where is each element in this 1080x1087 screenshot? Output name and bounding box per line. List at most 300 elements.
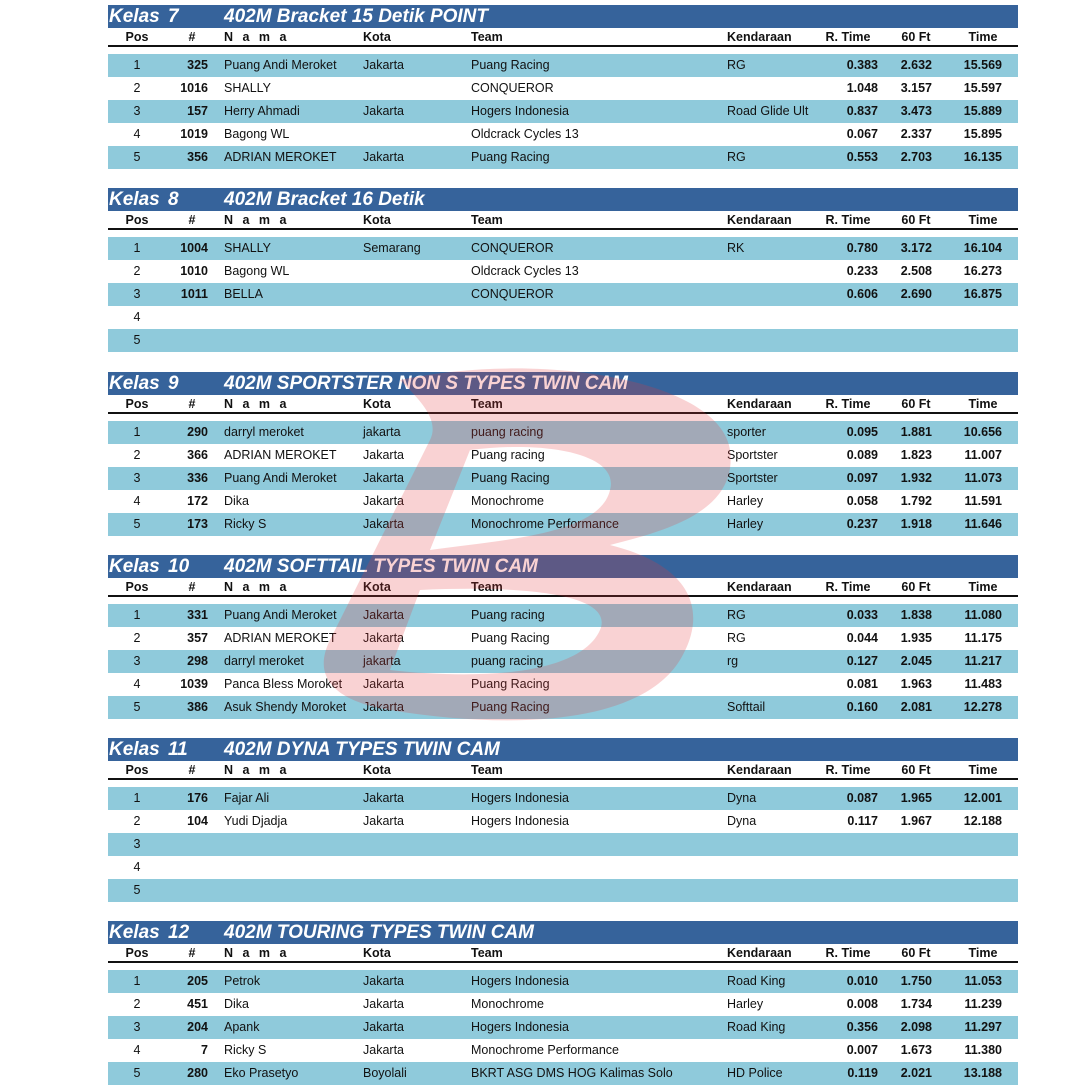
- col-pos-header: Pos: [125, 763, 149, 777]
- col-pos-cell: 2: [133, 814, 141, 828]
- col-num-cell: 1004: [180, 241, 208, 255]
- col-team-cell: CONQUEROR: [471, 81, 554, 95]
- col-rtime-cell: 0.356: [846, 1020, 878, 1034]
- col-num-cell: 204: [187, 1020, 208, 1034]
- col-team-cell: Hogers Indonesia: [471, 1020, 569, 1034]
- col-team-header: Team: [471, 946, 503, 960]
- col-num-cell: 1011: [180, 287, 208, 301]
- col-60ft-cell: 1.734: [900, 997, 932, 1011]
- col-kota-cell: Jakarta: [363, 974, 404, 988]
- col-kendaraan-header: Kendaraan: [727, 213, 792, 227]
- table-row: [108, 1062, 1018, 1085]
- col-nama-cell: Petrok: [224, 974, 261, 988]
- col-nama-cell: Yudi Djadja: [224, 814, 288, 828]
- col-60ft-cell: 2.098: [900, 1020, 932, 1034]
- col-rtime-cell: 0.095: [846, 425, 878, 439]
- col-kendaraan-cell: Road King: [727, 974, 786, 988]
- col-num-cell: 451: [187, 997, 208, 1011]
- col-60ft-cell: 1.673: [900, 1043, 932, 1057]
- col-num-cell: 172: [187, 494, 208, 508]
- col-time-header: Time: [968, 213, 998, 227]
- col-nama-cell: darryl meroket: [224, 425, 304, 439]
- col-time-cell: 11.053: [964, 974, 1002, 988]
- col-num-cell: 1016: [180, 81, 208, 95]
- col-rtime-cell: 0.606: [846, 287, 878, 301]
- table-row: [108, 237, 1018, 260]
- col-num-cell: 205: [187, 974, 208, 988]
- col-rtime-cell: 0.127: [846, 654, 878, 668]
- col-time-header: Time: [968, 397, 998, 411]
- col-time-cell: 15.895: [963, 127, 1002, 141]
- col-kendaraan-cell: Harley: [727, 494, 764, 508]
- col-kota-cell: Jakarta: [363, 471, 404, 485]
- col-nama-cell: ADRIAN MEROKET: [224, 448, 337, 462]
- col-60ft-cell: 2.045: [900, 654, 932, 668]
- section-title-bar: [108, 5, 1018, 28]
- col-team-cell: CONQUEROR: [471, 287, 554, 301]
- class-title: 402M DYNA TYPES TWIN CAM: [224, 739, 500, 760]
- col-60ft-cell: 1.967: [900, 814, 932, 828]
- col-num-cell: 176: [187, 791, 208, 805]
- col-num-cell: 7: [201, 1043, 208, 1057]
- col-team-cell: Hogers Indonesia: [471, 791, 569, 805]
- col-time-cell: 11.239: [964, 997, 1002, 1011]
- col-pos-cell: 1: [133, 425, 141, 439]
- col-kendaraan-header: Kendaraan: [727, 30, 792, 44]
- col-team-header: Team: [471, 213, 503, 227]
- col-team-cell: Monochrome Performance: [471, 517, 619, 531]
- col-60ft-cell: 2.081: [900, 700, 932, 714]
- col-time-header: Time: [968, 763, 998, 777]
- col-time-cell: 11.217: [964, 654, 1002, 668]
- col-rtime-cell: 0.087: [846, 791, 878, 805]
- col-kendaraan-cell: RG: [727, 150, 746, 164]
- col-team-cell: BKRT ASG DMS HOG Kalimas Solo: [471, 1066, 673, 1080]
- table-row: [108, 673, 1018, 696]
- col-60ft-cell: 2.632: [900, 58, 932, 72]
- result-rows: [108, 54, 1018, 169]
- col-kendaraan-cell: sporter: [727, 425, 766, 439]
- col-pos-cell: 3: [133, 837, 141, 851]
- col-kota-cell: Jakarta: [363, 517, 404, 531]
- col-rtime-cell: 0.117: [847, 814, 878, 828]
- col-team-cell: Oldcrack Cycles 13: [471, 127, 579, 141]
- col-pos-cell: 2: [133, 448, 141, 462]
- col-team-cell: Puang Racing: [471, 150, 550, 164]
- col-nama-cell: darryl meroket: [224, 654, 304, 668]
- col-60ft-header: 60 Ft: [901, 30, 931, 44]
- col-num-header: #: [188, 763, 196, 777]
- kelas-label: Kelas: [109, 373, 160, 394]
- col-num-cell: 298: [187, 654, 208, 668]
- col-60ft-cell: 1.823: [900, 448, 932, 462]
- col-num-header: #: [188, 30, 196, 44]
- col-kendaraan-header: Kendaraan: [727, 397, 792, 411]
- table-row: [108, 283, 1018, 306]
- kelas-number: 12: [168, 922, 190, 943]
- col-nama-cell: Ricky S: [224, 1043, 267, 1057]
- col-team-cell: Puang racing: [471, 608, 545, 622]
- result-rows: [108, 237, 1018, 352]
- col-time-cell: 11.380: [964, 1043, 1002, 1057]
- col-kendaraan-header: Kendaraan: [727, 580, 792, 594]
- col-pos-cell: 3: [133, 104, 141, 118]
- col-60ft-header: 60 Ft: [901, 580, 931, 594]
- col-time-cell: 11.175: [964, 631, 1002, 645]
- col-pos-cell: 2: [133, 631, 141, 645]
- section-title-bar: [108, 555, 1018, 578]
- col-60ft-cell: 1.963: [900, 677, 932, 691]
- col-kota-cell: Jakarta: [363, 104, 404, 118]
- table-row: [108, 1039, 1018, 1062]
- col-pos-cell: 4: [133, 677, 141, 691]
- col-rtime-header: R. Time: [825, 213, 871, 227]
- kelas-label: Kelas: [109, 6, 160, 27]
- col-60ft-cell: 1.932: [900, 471, 932, 485]
- col-pos-cell: 5: [133, 883, 141, 897]
- col-nama-cell: Dika: [224, 494, 250, 508]
- col-pos-cell: 3: [133, 1020, 141, 1034]
- col-pos-cell: 1: [133, 608, 141, 622]
- table-row: [108, 604, 1018, 627]
- col-60ft-cell: 2.021: [900, 1066, 932, 1080]
- col-nama-cell: Eko Prasetyo: [224, 1066, 299, 1080]
- col-rtime-cell: 0.780: [846, 241, 878, 255]
- col-nama-cell: Bagong WL: [224, 127, 290, 141]
- col-rtime-cell: 0.067: [846, 127, 878, 141]
- column-header-row: [108, 761, 1018, 780]
- table-row: [108, 306, 1018, 329]
- col-pos-cell: 3: [133, 287, 141, 301]
- col-time-cell: 11.007: [964, 448, 1002, 462]
- col-kota-cell: Jakarta: [363, 997, 404, 1011]
- column-header-row: [108, 395, 1018, 414]
- kelas-section: [108, 188, 1018, 352]
- table-row: [108, 1016, 1018, 1039]
- col-60ft-cell: 1.965: [900, 791, 932, 805]
- table-row: [108, 810, 1018, 833]
- col-rtime-cell: 0.010: [846, 974, 878, 988]
- col-kendaraan-cell: Dyna: [727, 791, 757, 805]
- col-nama-header: N a m a: [224, 30, 290, 44]
- column-header-row: [108, 28, 1018, 47]
- table-row: [108, 329, 1018, 352]
- col-kendaraan-header: Kendaraan: [727, 946, 792, 960]
- col-rtime-cell: 0.007: [846, 1043, 878, 1057]
- col-time-cell: 16.273: [963, 264, 1002, 278]
- col-60ft-cell: 1.792: [900, 494, 932, 508]
- col-nama-cell: ADRIAN MEROKET: [224, 631, 337, 645]
- col-num-header: #: [188, 213, 196, 227]
- col-kendaraan-cell: Harley: [727, 997, 764, 1011]
- col-num-cell: 357: [187, 631, 208, 645]
- col-time-cell: 16.135: [963, 150, 1002, 164]
- col-num-cell: 1019: [180, 127, 208, 141]
- col-60ft-header: 60 Ft: [901, 763, 931, 777]
- kelas-number: 11: [168, 739, 188, 760]
- col-time-cell: 11.297: [964, 1020, 1002, 1034]
- col-kota-cell: Jakarta: [363, 448, 404, 462]
- col-kendaraan-cell: Sportster: [727, 471, 778, 485]
- col-rtime-cell: 0.837: [846, 104, 878, 118]
- col-rtime-cell: 0.008: [846, 997, 878, 1011]
- section-title-bar: [108, 188, 1018, 211]
- section-title-bar: [108, 921, 1018, 944]
- col-num-header: #: [188, 946, 196, 960]
- col-rtime-cell: 0.237: [846, 517, 878, 531]
- kelas-section: [108, 5, 1018, 169]
- col-time-cell: 11.646: [964, 517, 1002, 531]
- col-kota-cell: Jakarta: [363, 150, 404, 164]
- col-kendaraan-cell: RG: [727, 58, 746, 72]
- col-kota-cell: Jakarta: [363, 700, 404, 714]
- col-kendaraan-cell: HD Police: [727, 1066, 783, 1080]
- col-rtime-cell: 0.089: [846, 448, 878, 462]
- col-pos-cell: 5: [133, 333, 141, 347]
- col-pos-cell: 4: [133, 860, 141, 874]
- col-kota-cell: Jakarta: [363, 608, 404, 622]
- col-nama-header: N a m a: [224, 763, 290, 777]
- col-kendaraan-cell: Softtail: [727, 700, 766, 714]
- col-nama-cell: SHALLY: [224, 81, 272, 95]
- result-rows: [108, 787, 1018, 902]
- col-team-cell: Puang racing: [471, 448, 545, 462]
- kelas-number: 9: [168, 373, 179, 394]
- col-60ft-header: 60 Ft: [901, 946, 931, 960]
- col-team-cell: Puang Racing: [471, 471, 550, 485]
- col-rtime-header: R. Time: [825, 397, 871, 411]
- col-time-cell: 11.591: [964, 494, 1002, 508]
- col-pos-header: Pos: [125, 397, 149, 411]
- col-kendaraan-cell: Road Glide Ult: [727, 104, 809, 118]
- table-row: [108, 100, 1018, 123]
- col-time-cell: 15.889: [963, 104, 1002, 118]
- col-num-cell: 1039: [180, 677, 208, 691]
- col-rtime-cell: 0.553: [846, 150, 878, 164]
- col-60ft-cell: 2.690: [900, 287, 932, 301]
- col-60ft-cell: 1.838: [900, 608, 932, 622]
- col-rtime-cell: 0.383: [846, 58, 878, 72]
- col-60ft-cell: 1.881: [900, 425, 932, 439]
- col-nama-cell: SHALLY: [224, 241, 272, 255]
- col-pos-cell: 4: [133, 310, 141, 324]
- class-title: 402M TOURING TYPES TWIN CAM: [224, 922, 535, 943]
- section-title-bar: [108, 372, 1018, 395]
- table-row: [108, 833, 1018, 856]
- col-kota-header: Kota: [363, 30, 391, 44]
- kelas-label: Kelas: [109, 739, 160, 760]
- col-pos-cell: 1: [133, 974, 141, 988]
- table-row: [108, 444, 1018, 467]
- col-pos-cell: 2: [133, 264, 141, 278]
- col-60ft-cell: 1.918: [900, 517, 932, 531]
- kelas-label: Kelas: [109, 189, 160, 210]
- col-time-cell: 16.875: [963, 287, 1002, 301]
- col-rtime-cell: 0.033: [846, 608, 878, 622]
- table-row: [108, 77, 1018, 100]
- col-nama-header: N a m a: [224, 580, 290, 594]
- col-rtime-header: R. Time: [825, 763, 871, 777]
- kelas-label: Kelas: [109, 556, 160, 577]
- col-num-cell: 157: [187, 104, 208, 118]
- table-row: [108, 970, 1018, 993]
- col-60ft-cell: 1.935: [900, 631, 932, 645]
- table-row: [108, 513, 1018, 536]
- col-team-header: Team: [471, 397, 503, 411]
- col-kota-header: Kota: [363, 580, 391, 594]
- col-kendaraan-cell: rg: [727, 654, 739, 668]
- col-rtime-cell: 0.081: [846, 677, 878, 691]
- col-nama-header: N a m a: [224, 946, 290, 960]
- col-nama-cell: Bagong WL: [224, 264, 290, 278]
- col-nama-cell: Herry Ahmadi: [224, 104, 300, 118]
- col-60ft-cell: 3.157: [900, 81, 932, 95]
- kelas-number: 10: [168, 556, 190, 577]
- col-kendaraan-cell: RG: [727, 631, 746, 645]
- col-kendaraan-cell: Road King: [727, 1020, 786, 1034]
- class-title: 402M Bracket 15 Detik POINT: [224, 6, 489, 27]
- col-num-cell: 366: [187, 448, 208, 462]
- col-team-cell: Hogers Indonesia: [471, 104, 569, 118]
- class-title: 402M SPORTSTER NON S TYPES TWIN CAM: [224, 373, 628, 394]
- table-row: [108, 627, 1018, 650]
- col-team-cell: Oldcrack Cycles 13: [471, 264, 579, 278]
- col-kendaraan-header: Kendaraan: [727, 763, 792, 777]
- col-nama-cell: Apank: [224, 1020, 260, 1034]
- col-num-cell: 331: [187, 608, 208, 622]
- table-row: [108, 421, 1018, 444]
- col-nama-cell: Dika: [224, 997, 250, 1011]
- col-team-cell: Puang Racing: [471, 58, 550, 72]
- col-kota-header: Kota: [363, 946, 391, 960]
- col-nama-cell: Puang Andi Meroket: [224, 608, 337, 622]
- col-nama-cell: ADRIAN MEROKET: [224, 150, 337, 164]
- col-time-cell: 15.597: [963, 81, 1002, 95]
- col-kendaraan-cell: Dyna: [727, 814, 757, 828]
- col-num-cell: 356: [187, 150, 208, 164]
- col-pos-header: Pos: [125, 946, 149, 960]
- col-team-cell: puang racing: [471, 425, 544, 439]
- col-team-cell: Monochrome: [471, 494, 544, 508]
- col-rtime-cell: 1.048: [846, 81, 878, 95]
- col-pos-cell: 5: [133, 150, 141, 164]
- table-row: [108, 260, 1018, 283]
- col-time-header: Time: [968, 946, 998, 960]
- col-kota-cell: Jakarta: [363, 58, 404, 72]
- col-rtime-cell: 0.044: [846, 631, 878, 645]
- col-time-cell: 13.188: [963, 1066, 1002, 1080]
- table-row: [108, 490, 1018, 513]
- col-kendaraan-cell: Harley: [727, 517, 764, 531]
- class-title: 402M SOFTTAIL TYPES TWIN CAM: [224, 556, 538, 577]
- col-team-cell: Monochrome: [471, 997, 544, 1011]
- col-time-cell: 16.104: [963, 241, 1002, 255]
- col-kota-cell: Jakarta: [363, 1020, 404, 1034]
- col-rtime-cell: 0.119: [847, 1066, 878, 1080]
- col-team-cell: Hogers Indonesia: [471, 814, 569, 828]
- col-kota-cell: jakarta: [363, 425, 401, 439]
- col-pos-cell: 5: [133, 700, 141, 714]
- col-num-cell: 1010: [180, 264, 208, 278]
- col-pos-cell: 3: [133, 654, 141, 668]
- result-rows: [108, 970, 1018, 1085]
- col-num-cell: 386: [187, 700, 208, 714]
- col-team-header: Team: [471, 580, 503, 594]
- col-time-header: Time: [968, 30, 998, 44]
- col-kota-header: Kota: [363, 763, 391, 777]
- table-row: [108, 650, 1018, 673]
- col-time-cell: 15.569: [963, 58, 1002, 72]
- col-kota-cell: Jakarta: [363, 677, 404, 691]
- col-pos-cell: 2: [133, 997, 141, 1011]
- col-team-cell: CONQUEROR: [471, 241, 554, 255]
- col-num-cell: 173: [187, 517, 208, 531]
- col-kota-cell: jakarta: [363, 654, 401, 668]
- col-rtime-cell: 0.233: [846, 264, 878, 278]
- col-team-cell: Puang Racing: [471, 677, 550, 691]
- col-team-cell: Hogers Indonesia: [471, 974, 569, 988]
- kelas-section: [108, 921, 1018, 1085]
- col-nama-cell: Panca Bless Moroket: [224, 677, 343, 691]
- col-pos-cell: 3: [133, 471, 141, 485]
- col-60ft-cell: 1.750: [900, 974, 932, 988]
- table-row: [108, 856, 1018, 879]
- col-num-cell: 290: [187, 425, 208, 439]
- col-time-cell: 11.483: [964, 677, 1002, 691]
- col-rtime-cell: 0.058: [846, 494, 878, 508]
- column-header-row: [108, 944, 1018, 963]
- class-title: 402M Bracket 16 Detik: [224, 189, 425, 210]
- col-time-cell: 11.080: [964, 608, 1002, 622]
- col-kota-header: Kota: [363, 213, 391, 227]
- col-rtime-header: R. Time: [825, 30, 871, 44]
- col-team-header: Team: [471, 30, 503, 44]
- column-header-row: [108, 211, 1018, 230]
- col-nama-header: N a m a: [224, 397, 290, 411]
- col-team-cell: Monochrome Performance: [471, 1043, 619, 1057]
- col-time-cell: 10.656: [963, 425, 1002, 439]
- kelas-section: [108, 555, 1018, 719]
- col-pos-header: Pos: [125, 30, 149, 44]
- col-num-cell: 104: [187, 814, 208, 828]
- table-row: [108, 879, 1018, 902]
- col-num-cell: 336: [187, 471, 208, 485]
- col-kota-cell: Boyolali: [363, 1066, 407, 1080]
- col-pos-header: Pos: [125, 580, 149, 594]
- col-nama-cell: Puang Andi Meroket: [224, 58, 337, 72]
- col-pos-cell: 4: [133, 1043, 141, 1057]
- col-rtime-header: R. Time: [825, 946, 871, 960]
- result-rows: [108, 421, 1018, 536]
- col-time-cell: 12.188: [963, 814, 1002, 828]
- col-kota-cell: Jakarta: [363, 791, 404, 805]
- col-pos-header: Pos: [125, 213, 149, 227]
- col-pos-cell: 2: [133, 81, 141, 95]
- col-pos-cell: 5: [133, 517, 141, 531]
- col-60ft-cell: 3.172: [900, 241, 932, 255]
- col-pos-cell: 1: [133, 791, 141, 805]
- col-kota-cell: Jakarta: [363, 631, 404, 645]
- col-60ft-cell: 2.508: [900, 264, 932, 278]
- kelas-number: 8: [168, 189, 179, 210]
- col-kendaraan-cell: RG: [727, 608, 746, 622]
- col-kendaraan-cell: RK: [727, 241, 745, 255]
- col-rtime-header: R. Time: [825, 580, 871, 594]
- col-pos-cell: 5: [133, 1066, 141, 1080]
- kelas-number: 7: [168, 6, 179, 27]
- col-kendaraan-cell: Sportster: [727, 448, 778, 462]
- col-nama-cell: BELLA: [224, 287, 263, 301]
